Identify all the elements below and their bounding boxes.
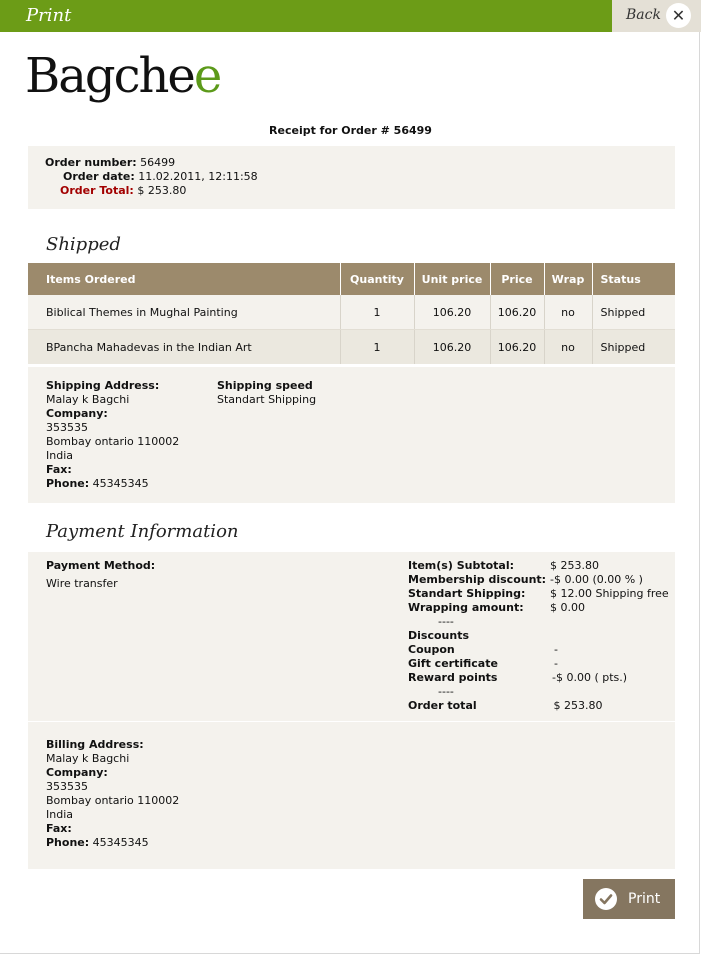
item-quantity: 1 [340,295,414,330]
item-title: Biblical Themes in Mughal Painting [28,295,340,330]
table-row [28,330,675,365]
col-wrap: Wrap [544,263,592,295]
item-wrap: no [544,330,592,365]
order-total: $ 253.80 [137,184,187,197]
order-number-row: Order number: 56499 [45,156,176,169]
col-quantity: Quantity [340,263,414,295]
col-status: Status [592,263,675,295]
summary-row: Coupon - [408,643,558,656]
top-bar [0,0,701,32]
bagchee-logo: Bagchee [25,48,221,104]
summary-separator: ---- [438,685,454,698]
print-button-label: Print [628,891,661,907]
summary-row: Gift certificate - [408,657,558,670]
items-table [28,263,675,364]
back-link[interactable]: Back [626,7,661,23]
billing-address: Billing Address: Malay k Bagchi Company: 353535 Bombay ontario 110002 India Fax: Phone: 45345345 [46,738,180,849]
col-items-ordered: Items Ordered [28,263,340,295]
shipping-speed: Shipping speed Standart Shipping [217,379,317,406]
item-title: BPancha Mahadevas in the Indian Art [28,330,340,365]
item-unit-price: 106.20 [414,330,490,365]
shipping-address: Shipping Address: Malay k Bagchi Company: 353535 Bombay ontario 110002 India Fax: Phone: 45345345 [46,379,180,490]
page-title: Print [26,5,72,26]
summary-row: Order total $ 253.80 [408,699,603,712]
summary-row: Standart Shipping: $ 12.00 Shipping free [408,587,669,600]
col-unit-price: Unit price [414,263,490,295]
print-button[interactable] [583,879,675,919]
order-date-row: Order date: 11.02.2011, 12:11:58 [63,170,258,183]
table-row [28,295,675,330]
summary-row: Membership discount: -$ 0.00 (0.00 % ) [408,573,643,586]
order-date: 11.02.2011, 12:11:58 [138,170,258,183]
order-number: 56499 [140,156,176,169]
shipping-details-box [28,367,675,503]
order-total-row: Order Total: $ 253.80 [60,184,187,197]
summary-row: Reward points -$ 0.00 ( pts.) [408,671,628,684]
item-status: Shipped [592,295,675,330]
summary-row: Item(s) Subtotal: $ 253.80 [408,559,599,572]
summary-row: Wrapping amount: $ 0.00 [408,601,585,614]
back-area [612,0,701,32]
item-unit-price: 106.20 [414,295,490,330]
summary-separator: ---- [438,615,454,628]
item-price: 106.20 [490,295,544,330]
payment-heading: Payment Information [46,521,239,542]
receipt-title: Receipt for Order # 56499 [269,124,432,137]
checkmark-icon [595,888,617,910]
item-price: 106.20 [490,330,544,365]
item-wrap: no [544,295,592,330]
item-status: Shipped [592,330,675,365]
billing-box [28,721,675,869]
items-header-row [28,263,675,295]
order-summary-box [28,146,675,209]
close-icon[interactable]: ✕ [666,3,691,28]
payment-method: Payment Method: Wire transfer [46,559,156,590]
shipped-heading: Shipped [46,234,121,255]
summary-row: Discounts [408,629,469,642]
item-quantity: 1 [340,330,414,365]
col-price: Price [490,263,544,295]
